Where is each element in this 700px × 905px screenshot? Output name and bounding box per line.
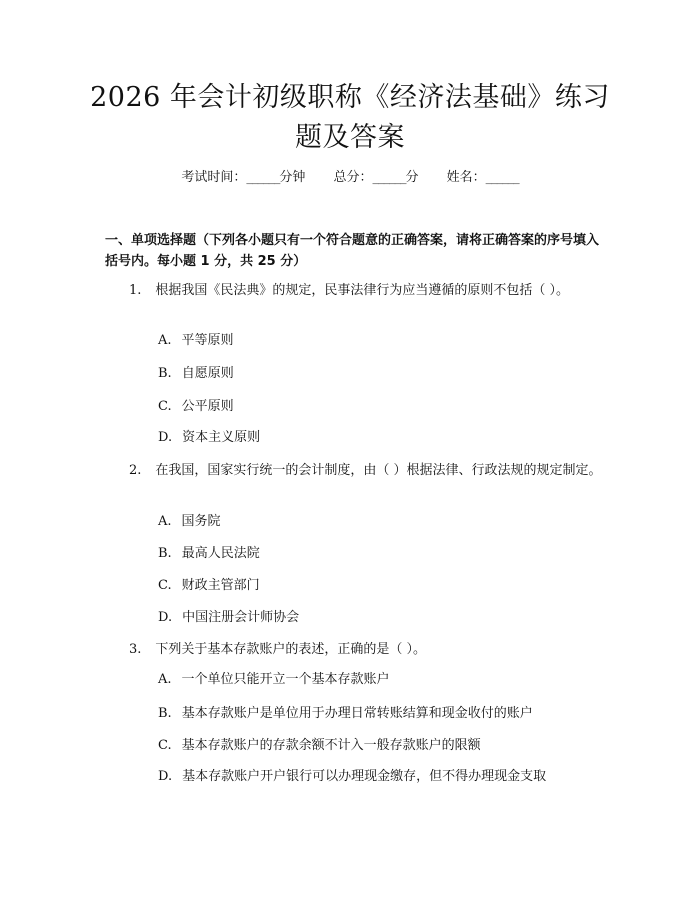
question-2-option-d — [158, 608, 299, 628]
question-number: 1. — [129, 283, 142, 298]
option-text: 资本主义原则 — [182, 430, 261, 445]
option-letter: C. — [158, 578, 172, 593]
option-text: 基本存款账户是单位用于办理日常转账结算和现金收付的账户 — [181, 706, 533, 721]
question-2-option-b — [158, 544, 260, 564]
question-number: 2. — [129, 463, 142, 478]
option-letter: A. — [158, 333, 172, 348]
question-3-option-d — [158, 767, 546, 787]
total-score-label: 总分： — [333, 170, 373, 185]
option-letter: C. — [158, 399, 172, 414]
option-letter: D. — [158, 430, 173, 445]
question-2 — [105, 460, 603, 482]
question-text: 根据我国《民法典》的规定，民事法律行为应当遵循的原则不包括（ ）。 — [155, 283, 570, 298]
question-3-option-a — [158, 670, 390, 690]
question-1-option-c — [158, 397, 234, 417]
option-text: 基本存款账户开户银行可以办理现金缴存，但不得办理现金支取 — [182, 769, 547, 784]
question-2-option-a — [158, 512, 221, 532]
question-3-option-c — [158, 736, 481, 756]
exam-time-label: 考试时间： — [181, 170, 247, 185]
option-text: 国务院 — [181, 514, 221, 529]
option-letter: A. — [158, 514, 172, 529]
option-letter: B. — [158, 706, 172, 721]
option-text: 公平原则 — [181, 399, 234, 414]
exam-time-blank: ______ — [246, 170, 280, 185]
total-score-unit: 分 — [405, 170, 419, 185]
page-title: 2026 年会计初级职称《经济法基础》练习题及答案 — [90, 82, 610, 153]
option-letter: A. — [158, 672, 172, 687]
exam-time-unit: 分钟 — [279, 170, 306, 185]
exam-time-field — [181, 168, 305, 188]
question-1-option-d — [158, 428, 260, 448]
name-blank: ______ — [485, 170, 519, 185]
section-heading: 一、单项选择题（下列各小题只有一个符合题意的正确答案，请将正确答案的序号填入括号内。每小题 1 分，共 25 分） — [105, 233, 600, 269]
option-text: 中国注册会计师协会 — [182, 610, 300, 625]
question-number: 3. — [129, 642, 142, 657]
option-letter: B. — [158, 366, 172, 381]
option-text: 财政主管部门 — [181, 578, 260, 593]
question-3 — [105, 639, 603, 661]
name-label: 姓名： — [446, 170, 486, 185]
question-1-option-a — [158, 331, 234, 351]
question-1-option-b — [158, 364, 234, 384]
name-field — [447, 168, 519, 188]
option-text: 基本存款账户的存款余额不计入一般存款账户的限额 — [181, 738, 481, 753]
question-3-option-b — [158, 704, 533, 724]
total-score-blank: ______ — [372, 170, 406, 185]
option-letter: B. — [158, 546, 172, 561]
option-text: 最高人民法院 — [181, 546, 260, 561]
option-letter: D. — [158, 610, 173, 625]
option-text: 一个单位只能开立一个基本存款账户 — [181, 672, 390, 687]
option-letter: D. — [158, 769, 173, 784]
option-letter: C. — [158, 738, 172, 753]
question-2-option-c — [158, 576, 260, 596]
question-1 — [105, 280, 603, 302]
option-text: 平等原则 — [181, 333, 234, 348]
question-text: 下列关于基本存款账户的表述，正确的是（ ）。 — [155, 642, 427, 657]
exam-info-line — [0, 168, 700, 188]
total-score-field — [333, 168, 418, 188]
question-text: 在我国，国家实行统一的会计制度，由（ ）根据法律、行政法规的规定制定。 — [155, 463, 602, 478]
option-text: 自愿原则 — [181, 366, 234, 381]
